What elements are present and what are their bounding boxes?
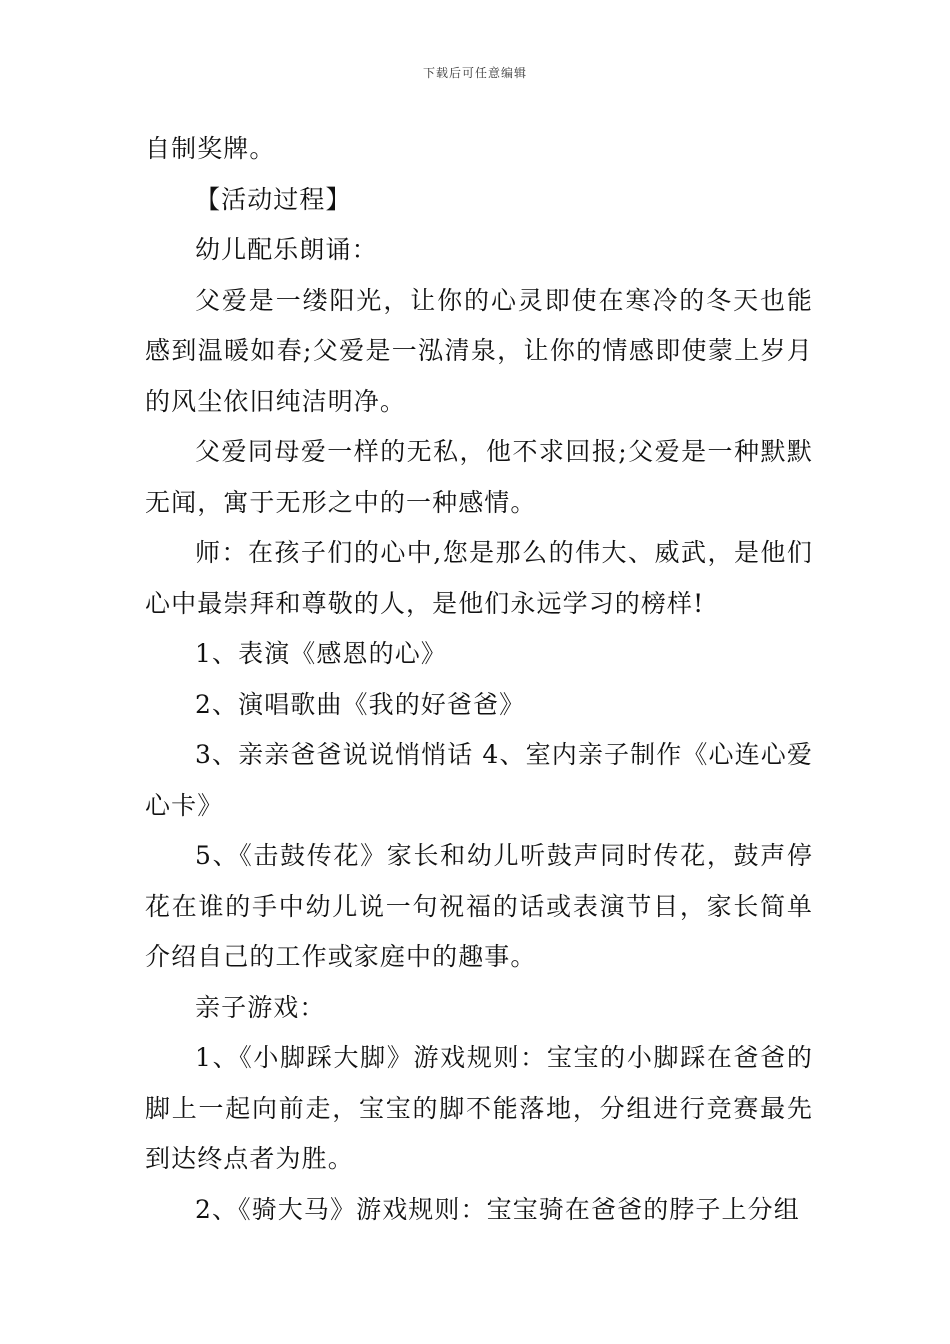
paragraph-father-love-sunshine: 父爱是一缕阳光，让你的心灵即使在寒冷的冬天也能感到温暖如春;父爱是一泓清泉，让你的情感即使蒙上岁月的风尘依旧纯洁明净。 <box>145 285 813 416</box>
header-note: 下载后可任意编辑 <box>422 66 527 80</box>
section-heading-parent-child-games: 亲子游戏： <box>195 992 326 1022</box>
paragraph-teacher-speech: 师：在孩子们的心中,您是那么的伟大、威武，是他们心中最崇拜和尊敬的人，是他们永远学习的榜样! <box>145 538 813 618</box>
list-item-performance: 1、表演《感恩的心》 <box>195 639 447 668</box>
section-heading-activity-process: 【活动过程】 <box>195 184 352 214</box>
paragraph-medal: 自制奖牌。 <box>145 134 276 163</box>
list-item-whisper-and-card: 3、亲亲爸爸说说悄悄话 4、室内亲子制作《心连心爱心卡》 <box>145 740 813 820</box>
list-item-song: 2、演唱歌曲《我的好爸爸》 <box>195 689 526 719</box>
game-item-ride-horse: 2、《骑大马》游戏规则：宝宝骑在爸爸的脖子上分组 <box>195 1194 800 1224</box>
paragraph-recitation-intro: 幼儿配乐朗诵： <box>195 235 378 264</box>
paragraph-father-love-selfless: 父爱同母爱一样的无私，他不求回报;父爱是一种默默无闻，寓于无形之中的一种感情。 <box>145 437 813 517</box>
list-item-pass-the-flower: 5、《击鼓传花》家长和幼儿听鼓声同时传花，鼓声停花在谁的手中幼儿说一句祝福的话或表演节目，家长简单介绍自己的工作或家庭中的趣事。 <box>145 841 813 971</box>
game-item-small-feet-big-feet: 1、《小脚踩大脚》游戏规则：宝宝的小脚踩在爸爸的脚上一起向前走，宝宝的脚不能落地，分组进行竞赛最先到达终点者为胜。 <box>145 1043 813 1173</box>
document-body <box>145 124 813 1235</box>
